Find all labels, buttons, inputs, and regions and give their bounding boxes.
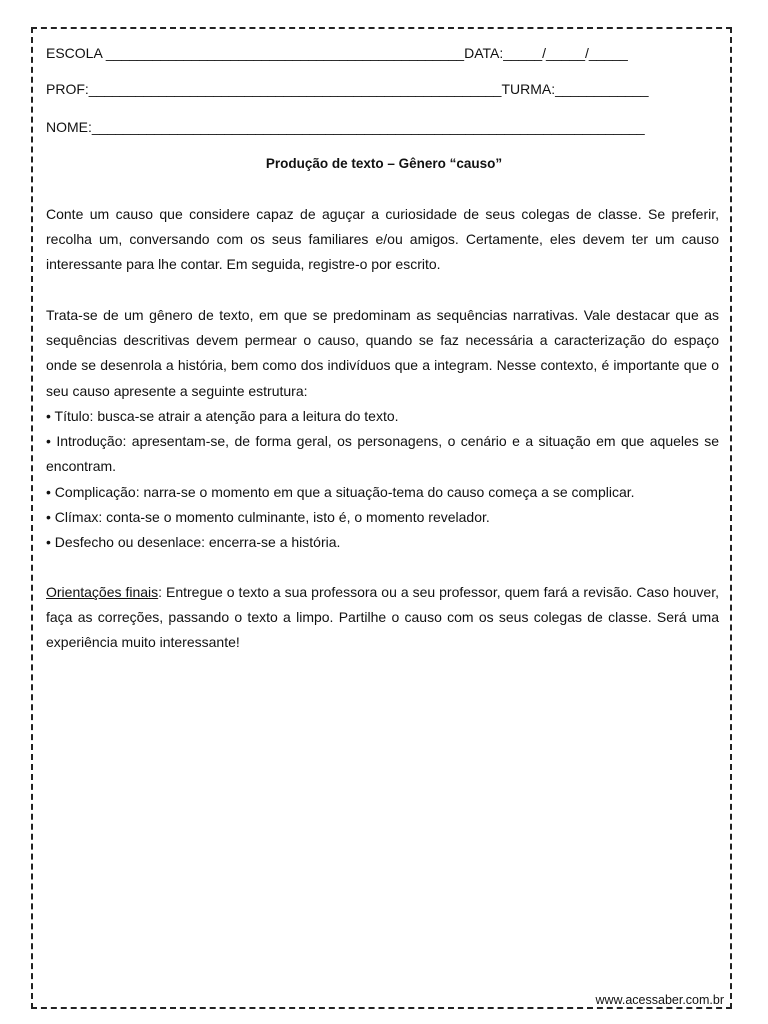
list-item: • Desfecho ou desenlace: encerra-se a história. bbox=[46, 534, 341, 551]
final-guidance-label: Orientações finais bbox=[46, 584, 159, 600]
list-item: • Introdução: apresentam-se, de forma geral, os personagens, o cenário e a situação em que aqueles se encontram. bbox=[46, 433, 719, 475]
teacher-class-line: PROF:_____________________________________________________TURMA:____________ bbox=[46, 81, 649, 97]
instruction-paragraph-2 bbox=[46, 303, 719, 404]
instruction-paragraph-1 bbox=[46, 202, 719, 278]
paragraph-text: Conte um causo que considere capaz de aguçar a curiosidade de seus colegas de classe. Se preferir, recolha um, conversando com os seus familiares e/ou amigos. Certamente, eles devem ter um causo interessante para lhe contar. Em seguida, registre-o por escrito. bbox=[46, 206, 719, 273]
list-item: • Título: busca-se atrair a atenção para a leitura do texto. bbox=[46, 408, 399, 424]
list-item: • Complicação: narra-se o momento em que a situação-tema do causo começa a se complicar. bbox=[46, 483, 635, 500]
structure-list bbox=[46, 404, 719, 555]
student-name-line: NOME:_______________________________________________________________________ bbox=[46, 119, 645, 135]
paragraph-text: Trata-se de um gênero de texto, em que se predominam as sequências narrativas. Vale destacar que as sequências descritivas devem permear o causo, quando se faz necessária a caracterização do espaço onde se desenrola a história, bem como dos indivíduos que a integram. Nesse contexto, é importante que o seu causo apresente a seguinte estrutura: bbox=[46, 307, 719, 399]
list-item: • Clímax: conta-se o momento culminante, isto é, o momento revelador. bbox=[46, 508, 490, 525]
final-guidance-text: : Entregue o texto a sua professora ou a seu professor, quem fará a revisão. Caso houver, faça as correções, passando o texto a limpo. Partilhe o causo com os seus colegas de classe. Será uma experiência muito interessante! bbox=[46, 584, 719, 651]
worksheet-title: Produção de texto – Gênero “causo” bbox=[265, 156, 503, 171]
final-guidance-paragraph bbox=[46, 580, 719, 656]
paragraph-text bbox=[46, 580, 719, 656]
school-date-line: ESCOLA ______________________________________________DATA:_____/_____/_____ bbox=[46, 45, 628, 61]
website-footer: www.acessaber.com.br bbox=[595, 993, 724, 1007]
